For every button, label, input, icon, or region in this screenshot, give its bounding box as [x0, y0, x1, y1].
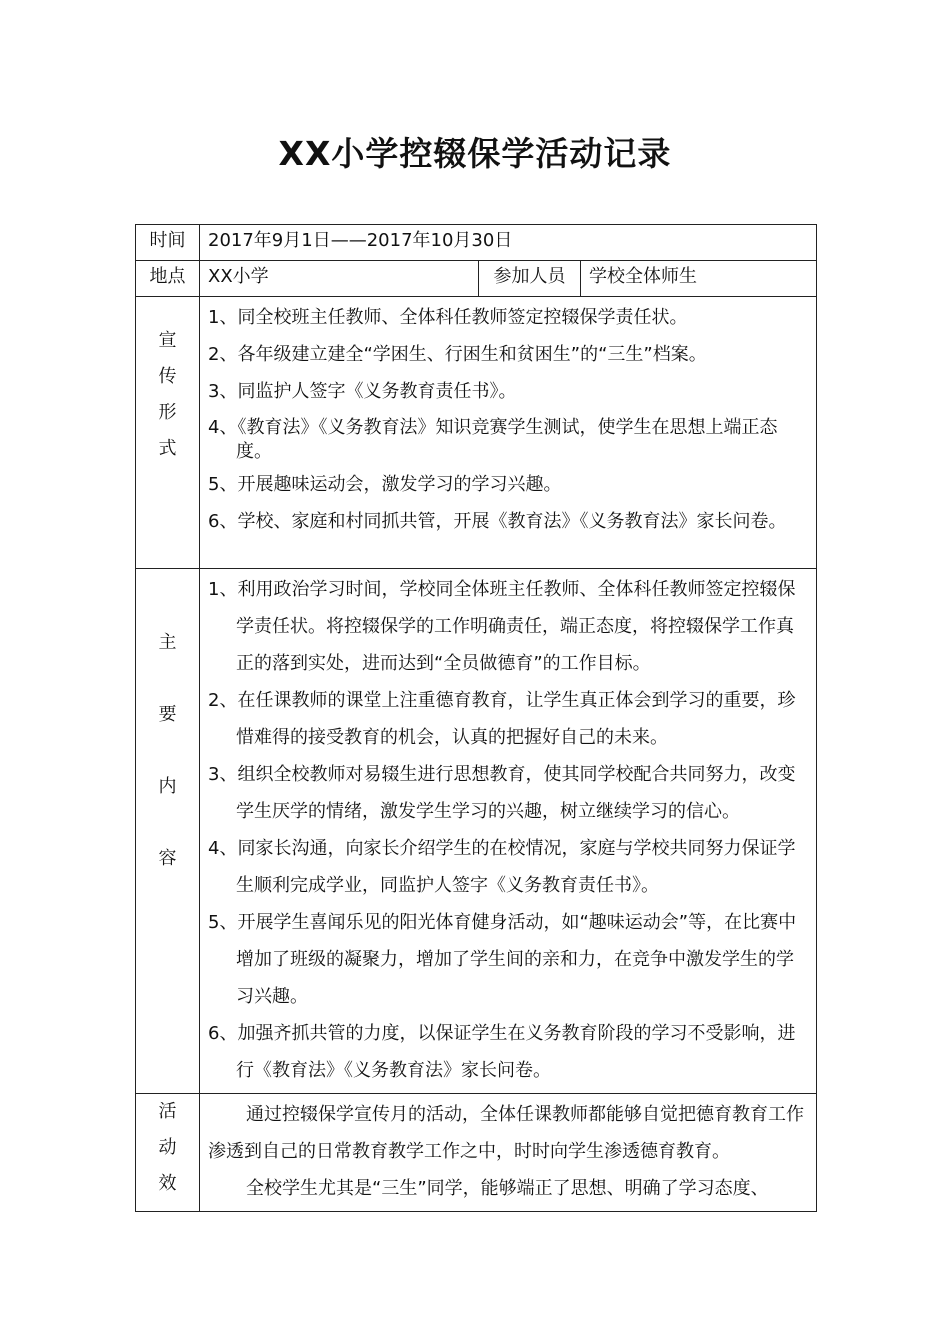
publicity-content	[200, 297, 817, 569]
main-content-item: 5、开展学生喜闻乐见的阳光体育健身活动，如“趣味运动会”等，在比赛中增加了班级的凝聚力，增加了学生间的亲和力，在竞争中激发学生的学习兴趣。	[208, 912, 797, 1007]
place-label: 地点	[136, 261, 200, 297]
time-label: 时间	[136, 225, 200, 261]
main-content-row	[136, 569, 817, 1094]
publicity-item: 2、各年级建立建全“学困生、行困生和贫困生”的“三生”档案。	[208, 344, 707, 365]
publicity-label-char: 式	[158, 438, 177, 459]
publicity-label-char: 宣	[158, 330, 177, 351]
publicity-item: 1、同全校班主任教师、全体科任教师签定控辍保学责任状。	[208, 307, 688, 328]
effect-label	[136, 1094, 200, 1212]
main-content-label	[136, 569, 200, 1094]
time-value: 2017年9月1日——2017年10月30日	[200, 225, 817, 261]
participants-label: 参加人员	[479, 261, 581, 297]
main-content-item: 4、同家长沟通，向家长介绍学生的在校情况，家庭与学校共同努力保证学生顺利完成学业，同监护人签字《义务教育责任书》。	[208, 838, 796, 896]
record-table	[135, 224, 817, 1212]
publicity-item: 3、同监护人签字《义务教育责任书》。	[208, 381, 517, 402]
effect-row	[136, 1094, 817, 1212]
effect-label-char: 活	[158, 1101, 177, 1122]
publicity-label-char: 传	[158, 366, 177, 387]
publicity-item: 4、《教育法》《义务教育法》知识竞赛学生测试，使学生在思想上端正态度。	[208, 417, 778, 462]
effect-body	[200, 1094, 817, 1212]
main-content-item: 3、组织全校教师对易辍生进行思想教育，使其同学校配合共同努力，改变学生厌学的情绪，激发学生学习的兴趣，树立继续学习的信心。	[208, 764, 796, 822]
page-title: XX小学控辍保学活动记录	[278, 134, 672, 173]
effect-label-char: 效	[158, 1173, 177, 1194]
main-content-item: 6、加强齐抓共管的力度，以保证学生在义务教育阶段的学习不受影响，进行《教育法》《义务教育法》家长问卷。	[208, 1023, 796, 1081]
main-content-label-char: 容	[158, 848, 177, 869]
effect-paragraph: 全校学生尤其是“三生”同学，能够端正了思想、明确了学习态度、	[246, 1178, 769, 1199]
effect-label-char: 动	[158, 1137, 177, 1158]
main-content-item: 1、利用政治学习时间，学校同全体班主任教师、全体科任教师签定控辍保学责任状。将控辍保学的工作明确责任，端正态度，将控辍保学工作真正的落到实处，进而达到“全员做德育”的工作目标。	[208, 579, 796, 674]
place-value: XX小学	[200, 261, 479, 297]
publicity-row	[136, 297, 817, 569]
time-row	[136, 225, 817, 261]
publicity-item: 5、开展趣味运动会，激发学习的学习兴趣。	[208, 474, 562, 495]
participants-value: 学校全体师生	[581, 261, 817, 297]
publicity-item: 6、学校、家庭和村同抓共管，开展《教育法》《义务教育法》家长问卷。	[208, 511, 787, 532]
main-content-body	[200, 569, 817, 1094]
main-content-label-char: 内	[158, 776, 177, 797]
main-content-label-char: 主	[158, 632, 177, 653]
publicity-label-char: 形	[158, 402, 177, 423]
main-content-label-char: 要	[158, 704, 177, 725]
record-table-wrapper	[135, 224, 817, 1212]
main-content-item: 2、在任课教师的课堂上注重德育教育，让学生真正体会到学习的重要，珍惜难得的接受教育的机会，认真的把握好自己的未来。	[208, 690, 796, 748]
effect-paragraph: 通过控辍保学宣传月的活动，全体任课教师都能够自觉把德育教育工作渗透到自己的日常教育教学工作之中，时时向学生渗透德育教育。	[208, 1104, 804, 1162]
place-row	[136, 261, 817, 297]
publicity-label	[136, 297, 200, 569]
